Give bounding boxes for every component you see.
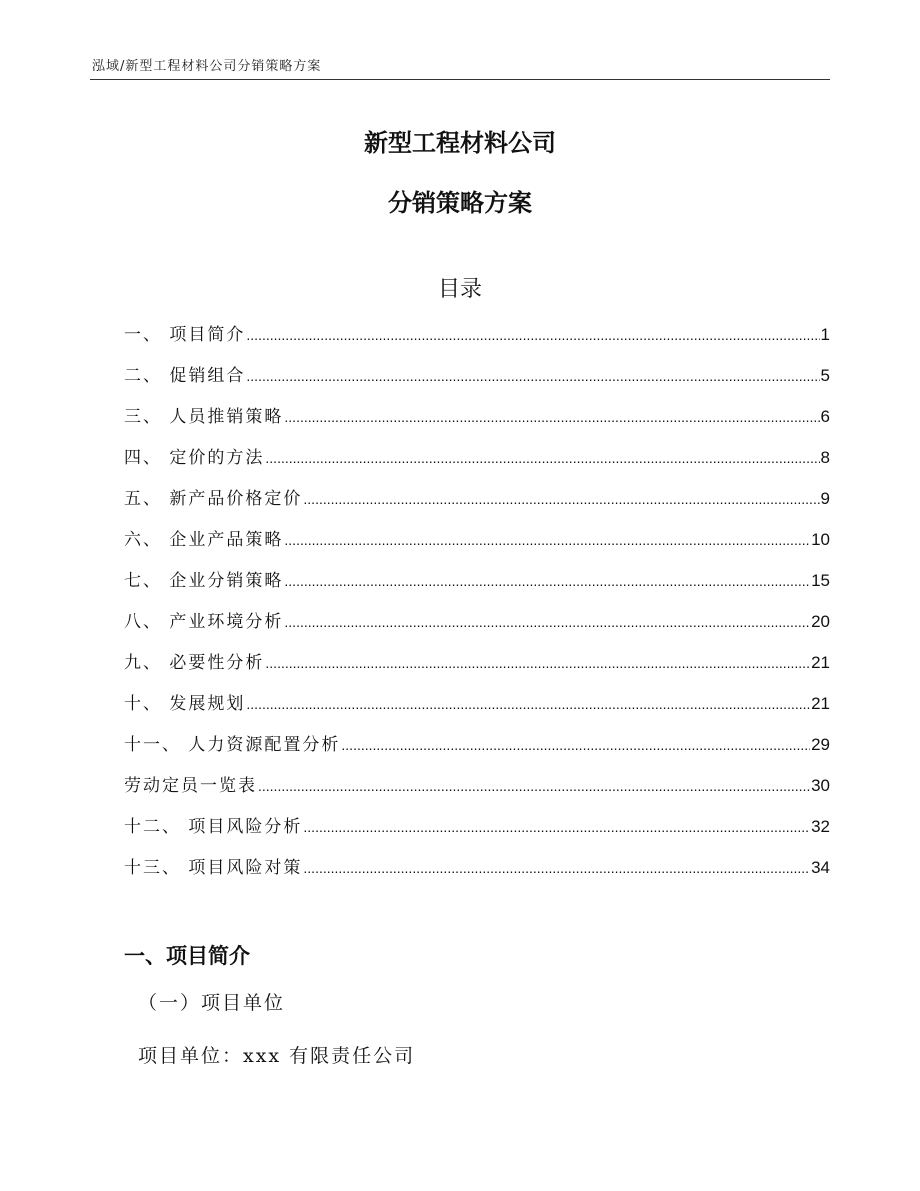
section-heading: 一、项目简介: [124, 944, 250, 968]
toc-entry[interactable]: [124, 689, 830, 730]
toc-leader-dots: [284, 573, 810, 589]
subsection-heading: （一）项目单位: [138, 992, 286, 1014]
toc-entry-page: 20: [811, 612, 830, 631]
toc-entry-page: 10: [811, 530, 830, 549]
toc-entry-label: 九、 必要性分析: [124, 653, 265, 673]
toc-leader-dots: [303, 819, 810, 835]
toc-entry-label: 四、 定价的方法: [124, 448, 265, 468]
toc-entry-label: 二、 促销组合: [124, 366, 246, 386]
toc-entry-label: 十三、 项目风险对策: [124, 858, 303, 878]
toc-entry[interactable]: [124, 648, 830, 689]
toc-leader-dots: [246, 327, 819, 343]
toc-entry[interactable]: [124, 812, 830, 853]
toc-entry[interactable]: [124, 402, 830, 443]
toc-entry-page: 34: [811, 858, 830, 877]
toc-leader-dots: [303, 860, 810, 876]
running-header: 泓域/新型工程材料公司分销策略方案: [92, 59, 322, 74]
toc-entry-page: 29: [811, 735, 830, 754]
toc-entry[interactable]: [124, 566, 830, 607]
document-title: 新型工程材料公司: [364, 129, 556, 157]
toc-leader-dots: [258, 778, 810, 794]
toc-entry[interactable]: [124, 853, 830, 894]
toc-entry[interactable]: [124, 607, 830, 648]
toc-heading: 目录: [437, 277, 482, 302]
toc-entry-label: 劳动定员一览表: [124, 776, 257, 796]
toc-leader-dots: [284, 409, 819, 425]
toc-entry[interactable]: [124, 443, 830, 484]
toc-leader-dots: [246, 368, 819, 384]
toc-leader-dots: [246, 696, 810, 712]
toc-leader-dots: [341, 737, 810, 753]
toc-entry-page: 9: [820, 489, 830, 508]
toc-leader-dots: [284, 614, 810, 630]
toc-entry-label: 十、 发展规划: [124, 694, 246, 714]
toc-entry-label: 八、 产业环境分析: [124, 612, 284, 632]
toc-entry-page: 15: [811, 571, 830, 590]
toc-leader-dots: [265, 655, 810, 671]
toc-entry-page: 21: [811, 694, 830, 713]
toc-entry[interactable]: [124, 484, 830, 525]
toc-entry-label: 七、 企业分销策略: [124, 571, 284, 591]
toc-entry[interactable]: [124, 771, 830, 812]
toc-entry[interactable]: [124, 525, 830, 566]
toc-entry-page: 21: [811, 653, 830, 672]
toc-entry[interactable]: [124, 361, 830, 402]
toc-leader-dots: [303, 491, 819, 507]
body-paragraph: 项目单位：xxx 有限责任公司: [138, 1045, 416, 1067]
toc-entry-page: 8: [820, 448, 830, 467]
toc-entry-label: 十一、 人力资源配置分析: [124, 735, 341, 755]
toc-entry-label: 六、 企业产品策略: [124, 530, 284, 550]
toc-entry-page: 1: [820, 325, 830, 344]
table-of-contents: [124, 320, 830, 894]
toc-entry-label: 十二、 项目风险分析: [124, 817, 303, 837]
toc-entry[interactable]: [124, 730, 830, 771]
document-subtitle: 分销策略方案: [388, 189, 532, 217]
toc-entry[interactable]: [124, 320, 830, 361]
toc-entry-label: 五、 新产品价格定价: [124, 489, 303, 509]
header-divider: [90, 79, 830, 80]
toc-entry-page: 30: [811, 776, 830, 795]
toc-entry-page: 32: [811, 817, 830, 836]
toc-entry-page: 6: [820, 407, 830, 426]
toc-leader-dots: [265, 450, 819, 466]
toc-leader-dots: [284, 532, 810, 548]
toc-entry-page: 5: [820, 366, 830, 385]
toc-entry-label: 三、 人员推销策略: [124, 407, 284, 427]
toc-entry-label: 一、 项目简介: [124, 325, 246, 345]
